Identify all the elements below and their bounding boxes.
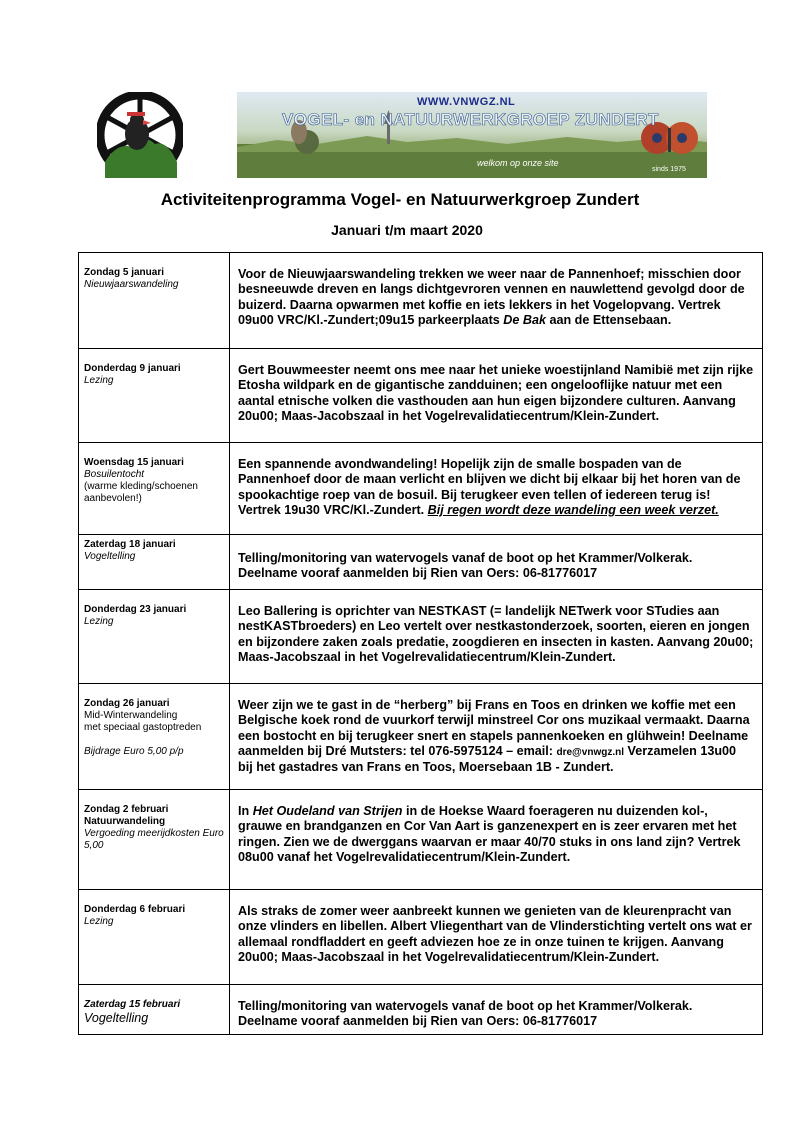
event-warning: Bij regen wordt deze wandeling een week verzet. <box>427 502 719 517</box>
event-description <box>230 684 763 790</box>
event-note: (warme kleding/schoenen aanbevolen!) <box>84 481 198 504</box>
table-row <box>79 590 763 684</box>
event-text: Voor de Nieuwjaarswandeling trekken we weer naar de Pannenhoef; misschien door besneeuwde dreven en langs dichtgevroren vennen en nauwlettend gevolgd door de buizerd. Daarna opwarmen met koffie en iets lekkers in het Vogelopvang. <box>238 267 745 312</box>
event-date: Woensdag 15 januari <box>84 457 184 468</box>
event-fee: Bijdrage Euro 5,00 p/p <box>84 746 184 757</box>
event-type: Lezing <box>84 916 114 927</box>
table-row <box>79 535 763 590</box>
event-date-cell <box>79 790 230 890</box>
email-link[interactable]: dre@vnwgz.nl <box>556 746 625 758</box>
table-row <box>79 349 763 443</box>
event-description <box>230 590 763 684</box>
table-row <box>79 684 763 790</box>
table-row <box>79 443 763 535</box>
event-date-cell <box>79 443 230 535</box>
event-text: Vertrek 09u00 VRC/Kl.-Zundert;09u15 parkeerplaats <box>238 297 721 327</box>
activity-table <box>78 252 763 1035</box>
event-text: Een spannende avondwandeling! Hopelijk zijn de smalle bospaden van de Pannenhoef door de maan verlicht en blijven we dicht bij elkaar bij het horen van de spookachtige roep van de bosuil. Bij terugkeer even tellen of iedereen terug is! Vertrek 19u30 VRC/Kl.-Zundert. <box>238 457 741 517</box>
header-banner <box>97 92 707 178</box>
since-text: sinds 1975 <box>652 166 686 173</box>
event-text: Gert Bouwmeester neemt ons mee naar het unieke woestijnland Namibië met zijn rijke Etosha wildpark en de gigantische zandduinen; een ongelooflijke natuur met een aantal etnische volken die vasthouden aan hun eigen bijzondere culturen. Aanvang 20u00; Maas-Jacobszaal in het Vogelrevalidatiecentrum/Klein-Zundert. <box>238 363 754 423</box>
event-type: Bosuilentocht <box>84 469 145 480</box>
event-text: Als straks de zomer weer aanbreekt kunnen we genieten van de kleurenpracht van onze vlinders en libellen. Albert Vliegenthart van de Vlinderstichting vertelt ons wat er allemaal rondfladdert en geeft adviezen hoe ze in onze tuinen te krijgen. Aanvang 20u00; Maas-Jacobszaal in het Vogelrevalidatiecentrum/Klein-Zundert. <box>238 904 752 964</box>
event-type: Natuurwandeling <box>84 816 166 827</box>
event-type: Mid-Winterwandeling <box>84 710 178 721</box>
event-description <box>230 535 763 590</box>
event-date-cell <box>79 684 230 790</box>
page-subtitle: Januari t/m maart 2020 <box>331 222 483 238</box>
event-date-cell <box>79 890 230 985</box>
event-text: in de Hoekse Waard foerageren nu duizenden kol-, grauwe en brandganzen en Cor Van Aart is ganzenexpert en is zeer ervaren met het ringen. Zien we de dwerggans waarvan er maar 40/70 stuks in ons land zijn? Vertrek 08u00 vanaf het Vogelrevalidatiecentrum/Klein-Zundert. <box>238 804 741 864</box>
event-date-cell <box>79 349 230 443</box>
event-text: aan de Ettensebaan. <box>545 312 672 327</box>
site-title: VOGEL- en NATUURWERKGROEP ZUNDERT <box>282 110 659 129</box>
event-type: Lezing <box>84 375 114 386</box>
event-date-cell <box>79 535 230 590</box>
event-description <box>230 349 763 443</box>
event-date: Zondag 2 februari <box>84 804 169 815</box>
event-description <box>230 253 763 349</box>
table-row <box>79 790 763 890</box>
event-type: Vogeltelling <box>84 1011 149 1025</box>
event-subtype: met speciaal gastoptreden <box>84 722 202 733</box>
event-description <box>230 790 763 890</box>
table-row <box>79 253 763 349</box>
event-date: Donderdag 23 januari <box>84 604 187 615</box>
event-type: Lezing <box>84 616 114 627</box>
table-row <box>79 985 763 1035</box>
event-date-cell <box>79 253 230 349</box>
table-row <box>79 890 763 985</box>
event-location: De Bak <box>503 312 546 327</box>
event-date: Donderdag 9 januari <box>84 363 181 374</box>
welcome-text: welkom op onze site <box>477 158 559 168</box>
event-fee: Vergoeding meerijdkosten Euro 5,00 <box>84 828 224 851</box>
site-url[interactable]: WWW.VNWGZ.NL <box>417 96 516 108</box>
event-description <box>230 443 763 535</box>
club-logo-icon <box>97 92 183 178</box>
event-date: Zondag 26 januari <box>84 698 170 709</box>
event-text: Leo Ballering is oprichter van NESTKAST (= landelijk NETwerk voor STudies aan nestKASTbroeders) en Leo vertelt over nestkastonderzoek, soorten, eieren en jongen en bijzondere zaken zoals predatie, zoogdieren en insecten in kasten. Aanvang 20u00; Maas-Jacobszaal in het Vogelrevalidatiecentrum/Klein-Zundert. <box>238 604 754 664</box>
event-description <box>230 890 763 985</box>
event-location: Het Oudeland van Strijen <box>252 804 403 818</box>
event-text: Verzamelen 13u00 bij het gastadres van Frans en Toos, Moersebaan 1B - Zundert. <box>238 743 737 775</box>
event-date: Donderdag 6 februari <box>84 904 186 915</box>
event-type: Vogeltelling <box>84 551 136 562</box>
event-text: Weer zijn we te gast in de “herberg” bij Frans en Toos en drinken we koffie met een Belgische koek rond de vuurkorf terwijl minstreel Cor ons muzikaal vermaakt. Daarna een bostocht en bij terugkeer snert en stapels pannenkoeken en glühwein! Deelname aanmelden bij Dré Mutsters: tel 076-5975124 – email: <box>238 698 750 758</box>
event-text: Telling/monitoring van watervogels vanaf de boot op het Krammer/Volkerak. Deelname vooraf aanmelden bij Rien van Oers: 06-81776017 <box>238 551 693 581</box>
page-title: Activiteitenprogramma Vogel- en Natuurwerkgroep Zundert <box>160 190 640 209</box>
event-text: In <box>238 804 253 818</box>
event-date-cell <box>79 590 230 684</box>
event-text: Telling/monitoring van watervogels vanaf de boot op het Krammer/Volkerak. Deelname vooraf aanmelden bij Rien van Oers: 06-81776017 <box>238 999 693 1029</box>
event-date: Zaterdag 18 januari <box>84 539 176 550</box>
event-date: Zondag 5 januari <box>84 267 165 278</box>
event-type: Nieuwjaarswandeling <box>84 279 179 290</box>
event-date-cell <box>79 985 230 1035</box>
event-date: Zaterdag 15 februari <box>84 999 181 1010</box>
event-description <box>230 985 763 1035</box>
